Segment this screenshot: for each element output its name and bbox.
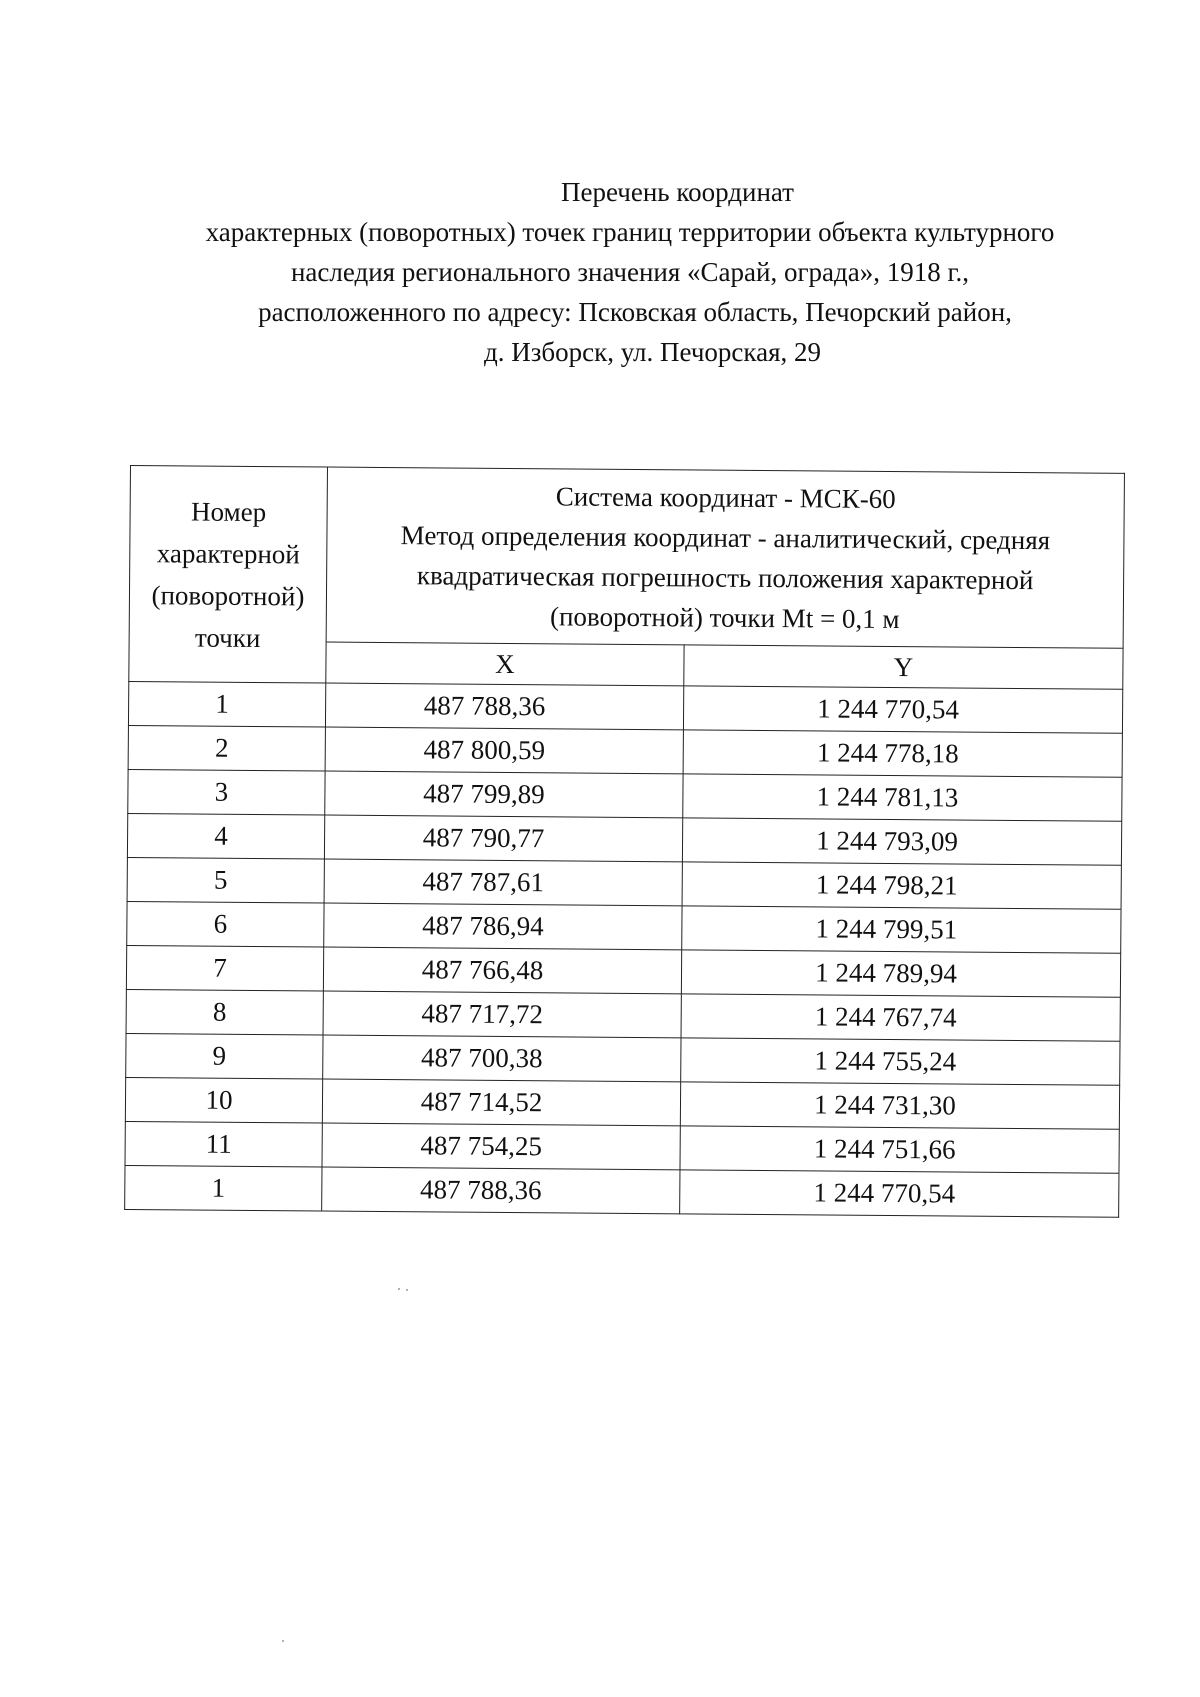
x-column-header: X: [326, 642, 684, 686]
header-line: квадратическая погрешность положения характерной: [416, 560, 1034, 596]
x-coordinate-cell: 487 788,36: [322, 1167, 680, 1214]
x-coordinate-cell: 487 787,61: [324, 859, 682, 906]
header-line: (поворотной) точки Mt = 0,1 м: [549, 601, 900, 635]
point-number-cell: 1: [125, 1165, 322, 1211]
scan-speck: [282, 1640, 284, 1642]
y-coordinate-cell: 1 244 778,18: [683, 730, 1122, 777]
x-coordinate-cell: 487 790,77: [324, 815, 682, 862]
x-coordinate-cell: 487 754,25: [322, 1123, 680, 1170]
y-coordinate-cell: 1 244 751,66: [680, 1126, 1119, 1173]
x-coordinate-cell: 487 766,48: [323, 947, 681, 994]
title-line: наследия регионального значения «Сарай, ограда», 1918 г.,: [290, 257, 970, 287]
point-number-cell: 5: [127, 857, 324, 903]
header-line: Номер: [190, 495, 267, 527]
scan-speck: [406, 1289, 408, 1291]
table-row: [128, 725, 1122, 777]
point-number-cell: 10: [125, 1077, 322, 1123]
point-number-cell: 11: [125, 1121, 322, 1167]
point-number-header: [129, 466, 328, 684]
table-row: [126, 989, 1120, 1041]
header-line: (поворотной): [151, 579, 305, 611]
point-number-cell: 8: [126, 989, 323, 1035]
scan-speck: [398, 1288, 400, 1290]
table-row: [127, 813, 1121, 865]
x-coordinate-cell: 487 800,59: [325, 727, 683, 774]
x-coordinate-cell: 487 788,36: [325, 683, 683, 730]
point-number-cell: 6: [127, 901, 324, 947]
x-coordinate-cell: 487 717,72: [323, 991, 681, 1038]
header-line: Система координат - МСК-60: [555, 481, 896, 515]
y-coordinate-cell: 1 244 770,54: [680, 1170, 1119, 1217]
table-row: [126, 945, 1120, 997]
header-line: Метод определения координат - аналитический, средняя: [400, 520, 1051, 556]
x-coordinate-cell: 487 714,52: [322, 1079, 680, 1126]
y-coordinate-cell: 1 244 781,13: [683, 774, 1122, 821]
title-line: характерных (поворотных) точек границ территории объекта культурного: [205, 217, 1055, 247]
point-number-cell: 3: [128, 769, 325, 815]
coordinates-table: [124, 465, 1125, 1218]
point-number-cell: 2: [128, 725, 325, 771]
y-coordinate-cell: 1 244 767,74: [681, 994, 1120, 1041]
y-coordinate-cell: 1 244 731,30: [680, 1082, 1119, 1129]
point-number-cell: 9: [126, 1033, 323, 1079]
title-line: расположенного по адресу: Псковская область, Печорский район,: [258, 297, 1012, 327]
x-coordinate-cell: 487 700,38: [323, 1035, 681, 1082]
table-row: [125, 1121, 1119, 1173]
table-row: [126, 1033, 1120, 1085]
table-header: [129, 466, 1125, 690]
x-coordinate-cell: 487 786,94: [324, 903, 682, 950]
header-line: точки: [194, 622, 261, 653]
y-coordinate-cell: 1 244 770,54: [683, 686, 1122, 733]
x-coordinate-cell: 487 799,89: [325, 771, 683, 818]
point-number-cell: 1: [128, 681, 325, 727]
table-row: [125, 1165, 1119, 1217]
y-coordinate-cell: 1 244 798,21: [682, 862, 1121, 909]
coordinate-system-header: [326, 467, 1124, 648]
table-row: [128, 681, 1122, 733]
table-body: [125, 681, 1123, 1217]
table-row: [125, 1077, 1119, 1129]
y-coordinate-cell: 1 244 793,09: [682, 818, 1121, 865]
y-coordinate-cell: 1 244 789,94: [681, 950, 1120, 997]
y-coordinate-cell: 1 244 799,51: [682, 906, 1121, 953]
y-column-header: Y: [684, 645, 1123, 689]
title-line: д. Изборск, ул. Печорская, 29: [483, 337, 821, 367]
table-row: [127, 901, 1121, 953]
header-line: характерной: [156, 537, 300, 569]
title-line: Перечень координат: [561, 177, 794, 207]
table-row: [127, 857, 1121, 909]
point-number-cell: 4: [127, 813, 324, 859]
document-title: [130, 172, 1130, 372]
point-number-cell: 7: [126, 945, 323, 991]
table-row: [128, 769, 1122, 821]
y-coordinate-cell: 1 244 755,24: [681, 1038, 1120, 1085]
